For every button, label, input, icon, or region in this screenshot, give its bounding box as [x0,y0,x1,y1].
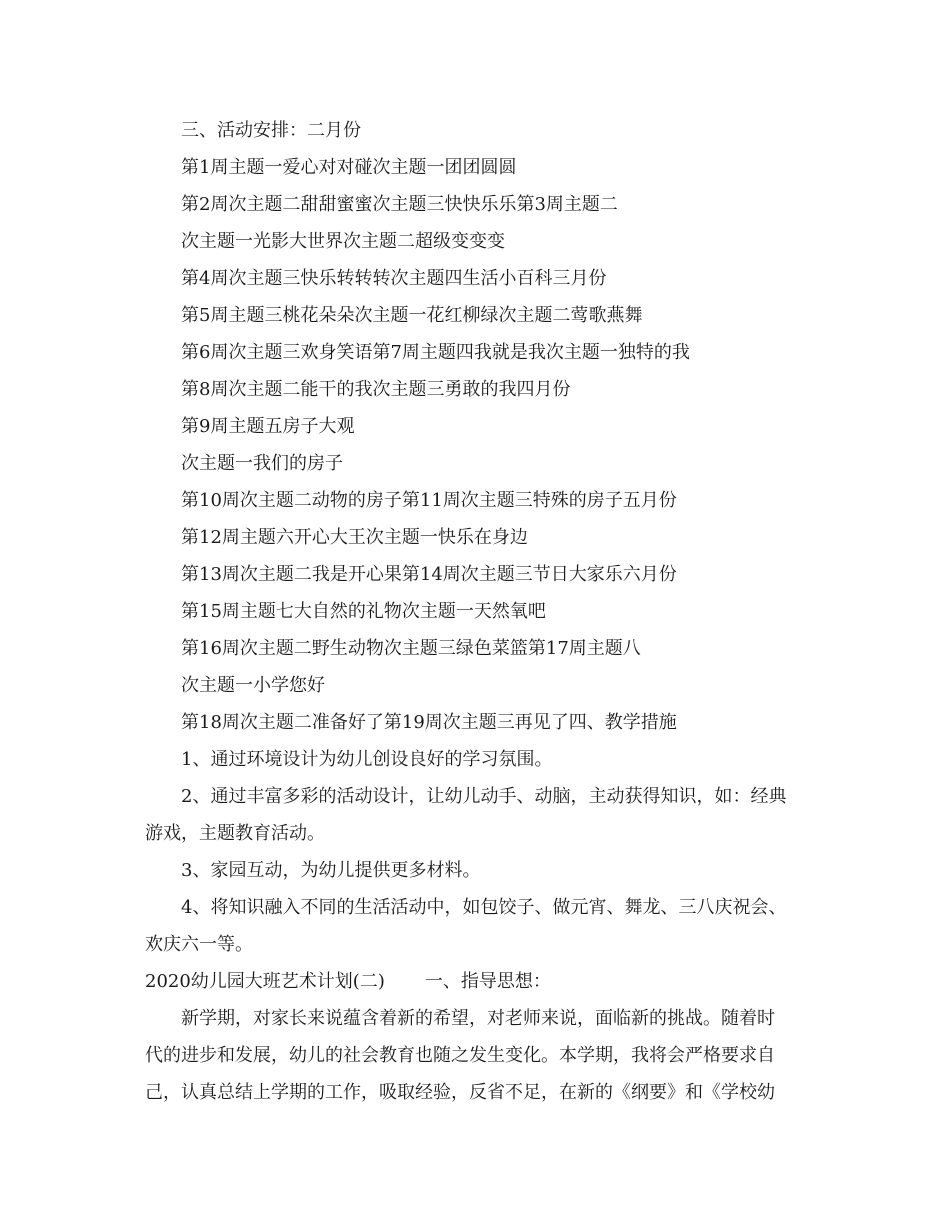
section-heading-activity-schedule: 三、活动安排：二月份 [181,120,361,141]
text-line: 次主题一光影大世界次主题二超级变变变 [181,231,505,252]
plan-title: 2020幼儿园大班艺术计划(二) [145,971,385,992]
text-line: 第15周主题七大自然的礼物次主题一天然氧吧 [181,601,546,622]
measure-item-2: 2、通过丰富多彩的活动设计，让幼儿动手、动脑，主动获得知识，如：经典 [181,786,787,807]
text-line: 第9周主题五房子大观 [181,416,355,437]
text-line: 第16周次主题二野生动物次主题三绿色菜篮第17周主题八 [181,638,641,659]
text-line: 第13周次主题二我是开心果第14周次主题三节日大家乐六月份 [181,564,677,585]
measure-item-2-continued: 游戏，主题教育活动。 [145,823,325,844]
text-line: 次主题一我们的房子 [181,453,343,474]
measure-item-4-continued: 欢庆六一等。 [145,934,253,955]
measure-item-1: 1、通过环境设计为幼儿创设良好的学习氛围。 [181,749,553,770]
text-line: 第5周主题三桃花朵朵次主题一花红柳绿次主题二莺歌燕舞 [181,305,643,326]
section-heading-guiding-thought: 一、指导思想： [424,971,551,992]
measure-item-4: 4、将知识融入不同的生活活动中，如包饺子、做元宵、舞龙、三八庆祝会、 [181,897,787,918]
text-line: 第8周次主题二能干的我次主题三勇敢的我四月份 [181,379,571,400]
plan-title-line [145,971,551,993]
text-line: 第2周次主题二甜甜蜜蜜次主题三快快乐乐第3周主题二 [181,194,618,215]
paragraph-line: 己，认真总结上学期的工作，吸取经验，反省不足，在新的《纲要》和《学校幼 [145,1082,775,1103]
text-line: 第1周主题一爱心对对碰次主题一团团圆圆 [181,157,517,178]
text-line: 第10周次主题二动物的房子第11周次主题三特殊的房子五月份 [181,490,677,511]
text-line: 第6周次主题三欢身笑语第7周主题四我就是我次主题一独特的我 [181,342,690,363]
paragraph-line: 代的进步和发展，幼儿的社会教育也随之发生变化。本学期，我将会严格要求自 [145,1045,775,1066]
text-line: 第12周主题六开心大王次主题一快乐在身边 [181,527,528,548]
paragraph-line: 新学期，对家长来说蕴含着新的希望，对老师来说，面临新的挑战。随着时 [181,1008,775,1029]
text-line: 第4周次主题三快乐转转转次主题四生活小百科三月份 [181,268,607,289]
text-line: 次主题一小学您好 [181,675,325,696]
measure-item-3: 3、家园互动，为幼儿提供更多材料。 [181,860,481,881]
text-line: 第18周次主题二准备好了第19周次主题三再见了四、教学措施 [181,712,677,733]
